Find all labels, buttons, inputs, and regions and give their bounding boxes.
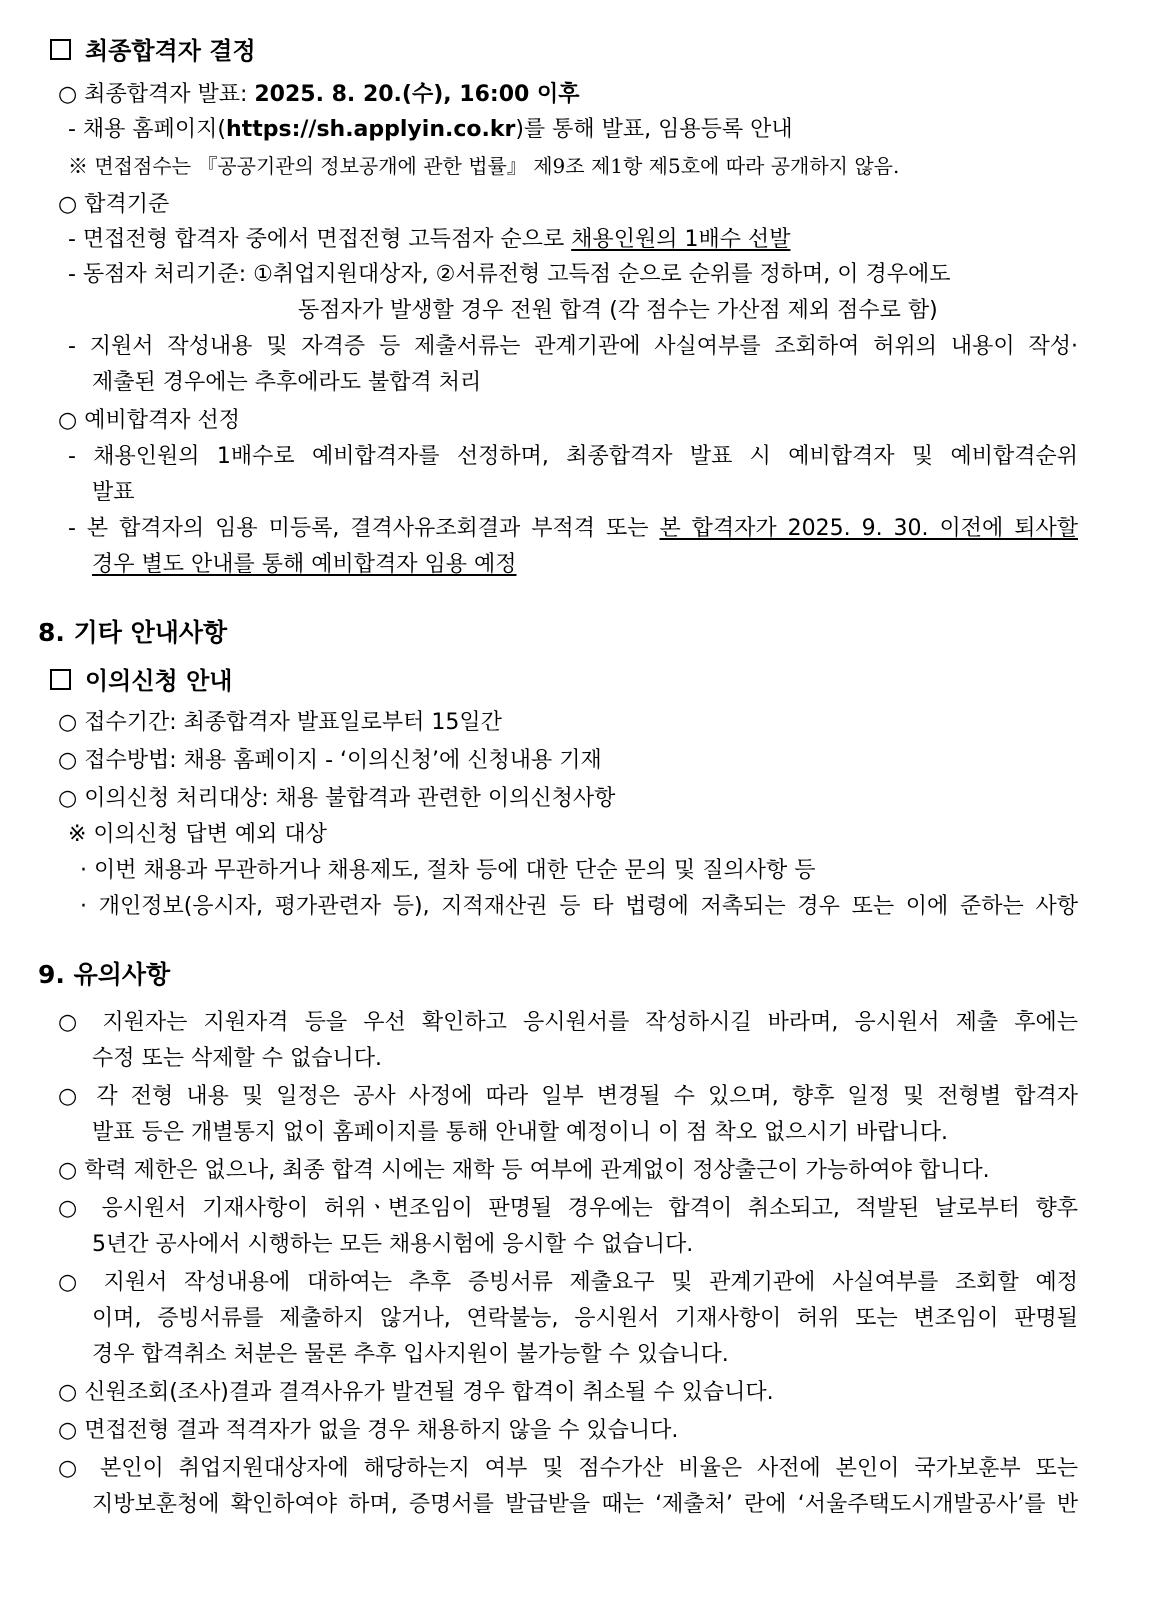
objection-note: ※ 이의신청 답변 예외 대상: [68, 822, 327, 847]
caution-item: 수정 또는 삭제할 수 없습니다.: [92, 1046, 382, 1071]
caution-item: 5년간 공사에서 시행하는 모든 채용시험에 응시할 수 없습니다.: [92, 1232, 694, 1257]
caution-item: 지방보훈청에 확인하여야 하며, 증명서를 발급받을 때는 ‘제출처’ 란에 ‘서울주택도시개발공사’를 반: [92, 1492, 1078, 1517]
caution-item: ○ 지원서 작성내용에 대하여는 추후 증빙서류 제출요구 및 관계기관에 사실여부를 조회할 예정: [58, 1270, 1078, 1295]
reserve-item: 발표: [92, 480, 135, 505]
final-heading: 최종합격자 결정: [50, 36, 256, 66]
caution-item: ○ 응시원서 기재사항이 허위ㆍ변조임이 판명될 경우에는 합격이 취소되고, 적발된 날로부터 향후: [58, 1196, 1078, 1221]
caution-item: ○ 면접전형 결과 적격자가 없을 경우 채용하지 않을 수 있습니다.: [58, 1418, 679, 1443]
caution-item: ○ 본인이 취업지원대상자에 해당하는지 여부 및 점수가산 비율은 사전에 본인이 국가보훈부 또는: [58, 1456, 1078, 1481]
criteria-item: - 면접전형 합격자 중에서 면접전형 고득점자 순으로 채용인원의 1배수 선발: [68, 227, 791, 252]
reserve-heading: ○ 예비합격자 선정: [58, 408, 240, 433]
checkbox-square-icon: [50, 669, 71, 690]
site-link[interactable]: https://sh.applyin.co.kr: [226, 117, 516, 142]
reserve-item: - 본 합격자의 임용 미등록, 결격사유조회결과 부적격 또는 본 합격자가 2025. 9. 30. 이전에 퇴사할: [68, 516, 1078, 541]
reserve-item: 경우 별도 안내를 통해 예비합격자 임용 예정: [92, 552, 517, 577]
criteria-item: 제출된 경우에는 추후에라도 불합격 처리: [92, 370, 482, 395]
objection-item: ○ 이의신청 처리대상: 채용 불합격과 관련한 이의신청사항: [58, 786, 616, 811]
checkbox-square-icon: [50, 39, 71, 60]
reserve-item: - 채용인원의 1배수로 예비합격자를 선정하며, 최종합격자 발표 시 예비합격자 및 예비합격순위: [68, 444, 1078, 469]
caution-item: 이며, 증빙서류를 제출하지 않거나, 연락불능, 응시원서 기재사항이 허위 또는 변조임이 판명될: [92, 1306, 1078, 1331]
objection-detail: · 개인정보(응시자, 평가관련자 등), 지적재산권 등 타 법령에 저촉되는 경우 또는 이에 준하는 사항: [80, 894, 1078, 919]
site-line: - 채용 홈페이지(https://sh.applyin.co.kr)를 통해 발표, 임용등록 안내: [68, 117, 793, 142]
caution-item: ○ 각 전형 내용 및 일정은 공사 사정에 따라 일부 변경될 수 있으며, 향후 일정 및 전형별 합격자: [58, 1084, 1078, 1109]
caution-item: 경우 합격취소 처분은 물론 추후 입사지원이 불가능할 수 있습니다.: [92, 1342, 729, 1367]
section-9-title: 9. 유의사항: [38, 960, 171, 989]
interview-score-note: ※ 면접점수는 『공공기관의 정보공개에 관한 법률』 제9조 제1항 제5호에 따라 공개하지 않음.: [68, 154, 900, 178]
caution-item: ○ 지원자는 지원자격 등을 우선 확인하고 응시원서를 작성하시길 바라며, 응시원서 제출 후에는: [58, 1010, 1078, 1035]
caution-item: 발표 등은 개별통지 없이 홈페이지를 통해 안내할 예정이니 이 점 착오 없으시기 바랍니다.: [92, 1120, 948, 1145]
objection-detail: · 이번 채용과 무관하거나 채용제도, 절차 등에 대한 단순 문의 및 질의사항 등: [80, 858, 816, 883]
criteria-item: - 지원서 작성내용 및 자격증 등 제출서류는 관계기관에 사실여부를 조회하여 허위의 내용이 작성·: [68, 334, 1078, 359]
announce-line: ○ 최종합격자 발표: 2025. 8. 20.(수), 16:00 이후: [58, 82, 580, 107]
section-8-title: 8. 기타 안내사항: [38, 618, 228, 647]
caution-item: ○ 신원조회(조사)결과 결격사유가 발견될 경우 합격이 취소될 수 있습니다.: [58, 1380, 774, 1405]
objection-item: ○ 접수방법: 채용 홈페이지 - ‘이의신청’에 신청내용 기재: [58, 748, 602, 773]
tie-rule-line: - 동점자 처리기준: ①취업지원대상자, ②서류전형 고득점 순으로 순위를 정하며, 이 경우에도: [68, 262, 951, 287]
objection-item: ○ 접수기간: 최종합격자 발표일로부터 15일간: [58, 710, 502, 735]
tie-rule-line: 동점자가 발생할 경우 전원 합격 (각 점수는 가산점 제외 점수로 함): [298, 298, 938, 323]
caution-item: ○ 학력 제한은 없으나, 최종 합격 시에는 재학 등 여부에 관계없이 정상출근이 가능하여야 합니다.: [58, 1158, 990, 1183]
criteria-heading: ○ 합격기준: [58, 192, 170, 217]
objection-heading: 이의신청 안내: [50, 666, 232, 696]
